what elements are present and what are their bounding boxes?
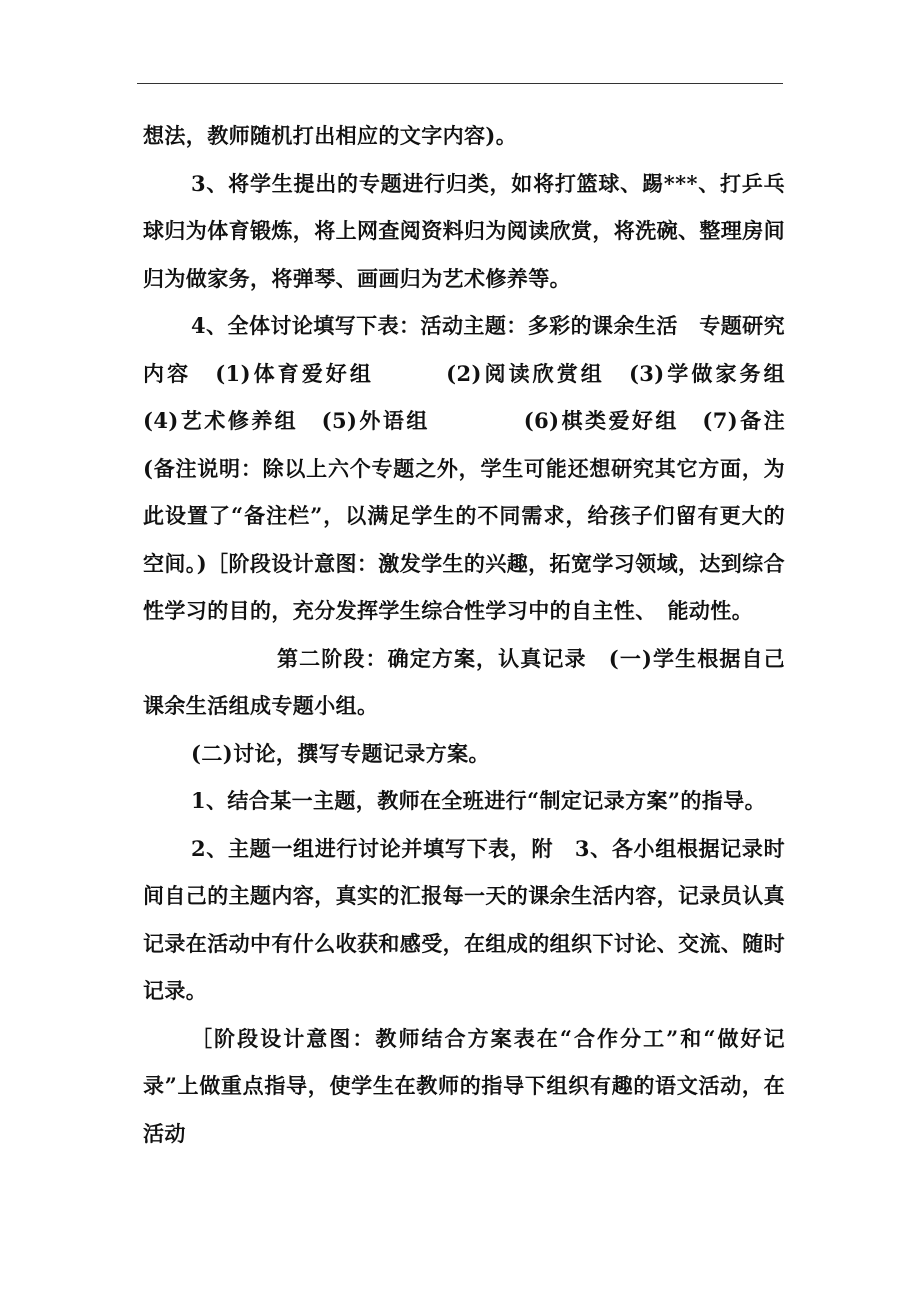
header-rule [137, 83, 783, 84]
paragraph-step-2: 2、主题一组进行讨论并填写下表，附 3、各小组根据记录时间自己的主题内容，真实的汇报每一天的课余生活内容，记录员认真记录在活动中有什么收获和感受，在组成的组织下讨论、交流、随时记录。 [143, 835, 785, 1003]
paragraph-continuation: 想法，教师随机打出相应的文字内容)。 [143, 123, 518, 148]
paragraph-step-1: 1、结合某一主题，教师在全班进行“制定记录方案”的指导。 [191, 788, 766, 813]
section-heading-stage-two: 第二阶段：确定方案，认真记录 (一)学生根据自己课余生活组成专题小组。 [143, 645, 785, 718]
paragraph-design-intent: ［阶段设计意图：教师结合方案表在“合作分工”和“做好记录”上做重点指导，使学生在教师的指导下组织有趣的语文活动，在活动 [143, 1025, 785, 1146]
paragraph-step-3: 3、将学生提出的专题进行归类，如将打篮球、踢***、打乒乓球归为体育锻炼，将上网查阅资料归为阅读欣赏，将洗碗、整理房间归为做家务，将弹琴、画画归为艺术修养等。 [143, 170, 785, 291]
paragraph-discussion: (二)讨论，撰写专题记录方案。 [191, 740, 490, 766]
document-body [143, 112, 828, 1157]
paragraph-step-4: 4、全体讨论填写下表：活动主题：多彩的课余生活 专题研究内容 (1)体育爱好组 (2)阅读欣赏组 (3)学做家务组 (4)艺术修养组 (5)外语组 (6)棋类爱好组 (7)备注 (备注说明：除以上六个专题之外，学生可能还想研究其它方面，为此设置了“备注栏”，以满足学生的不同需求，给孩子们留有更大的空间。)［阶段设计意图：激发学生的兴趣，拓宽学习领域，达到综合性学习的目的，充分发挥学生综合性学习中的自主性、 能动性。 [143, 313, 828, 623]
